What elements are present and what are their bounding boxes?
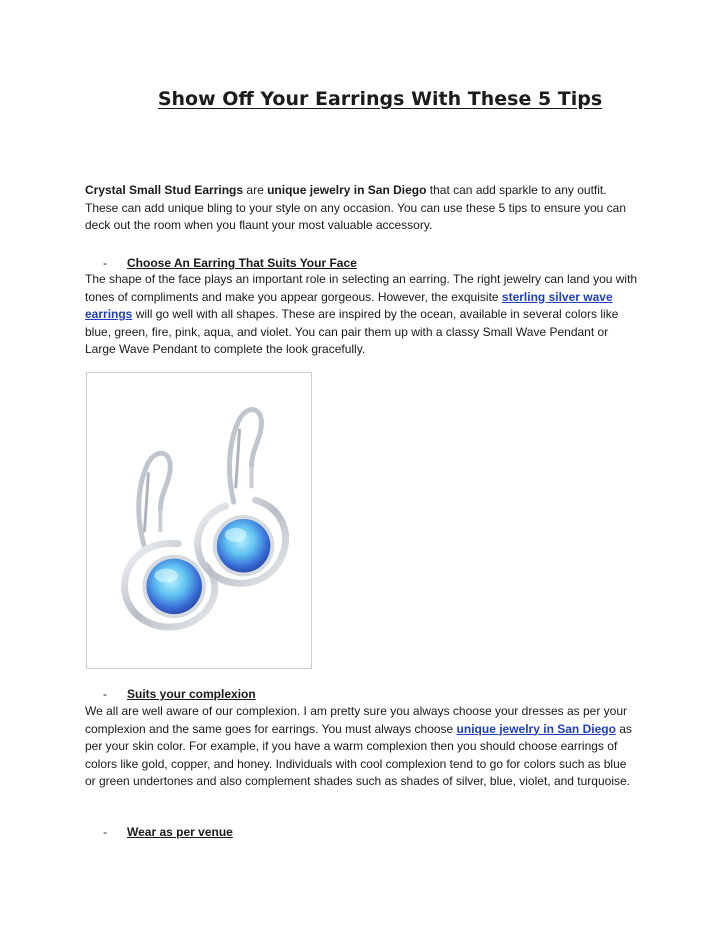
section2-heading-row xyxy=(103,686,256,703)
bullet-dash: - xyxy=(103,687,107,701)
section1-heading-row xyxy=(103,255,357,272)
page-title: Show Off Your Earrings With These 5 Tips xyxy=(157,88,603,110)
unique-jewelry-link[interactable]: unique jewelry in San Diego xyxy=(456,721,616,736)
bullet-dash: - xyxy=(103,256,107,270)
intro-bold-keyword: unique jewelry in San Diego xyxy=(267,183,427,197)
intro-bold-product: Crystal Small Stud Earrings xyxy=(85,183,244,197)
section2-heading: Suits your complexion xyxy=(127,687,256,701)
intro-text-2: that can add sparkle to any outfit. These can add unique bling to your style on any occasion. You can use these 5 tips to ensure you can deck out the room when you flaunt your most valuable accessory. xyxy=(85,183,627,232)
section1-text-1: The shape of the face plays an important role in selecting an earring. The right jewelry can land you with tones of compliments and make you appear gorgeous. However, the exquisite xyxy=(85,272,638,304)
section1-text-2: will go well with all shapes. These are inspired by the ocean, available in several colors like blue, green, fire, pink, aqua, and violet. You can pair them up with a classy Small Wave Pendant or Large Wave Pendant to complete the look gracefully. xyxy=(85,307,619,356)
section2-text-1: We all are well aware of our complexion. I am pretty sure you always choose your dresses as per your complexion and the same goes for earrings. You must always choose xyxy=(85,704,628,736)
earrings-image xyxy=(86,372,312,669)
bullet-dash: - xyxy=(103,825,107,839)
intro-paragraph xyxy=(85,182,640,235)
section3-heading-row xyxy=(103,824,233,841)
sterling-silver-link[interactable]: sterling silver wave earrings xyxy=(85,289,613,321)
intro-text-1: are xyxy=(243,183,268,197)
left-earring xyxy=(125,453,215,627)
section1-paragraph xyxy=(85,271,640,359)
section2-text-2: as per your skin color. For example, if you have a warm complexion then you should choose earrings of colors like gold, copper, and honey. Individuals with cool complexion tend to go for colors such as blue or green undertones and also complement shades such as shades of silver, blue, violet, and turquoise. xyxy=(85,721,632,788)
section3-heading: Wear as per venue xyxy=(127,825,233,839)
right-earring xyxy=(198,410,286,584)
section2-paragraph xyxy=(85,703,640,791)
earrings-illustration xyxy=(87,373,311,668)
section1-heading: Choose An Earring That Suits Your Face xyxy=(127,256,357,270)
